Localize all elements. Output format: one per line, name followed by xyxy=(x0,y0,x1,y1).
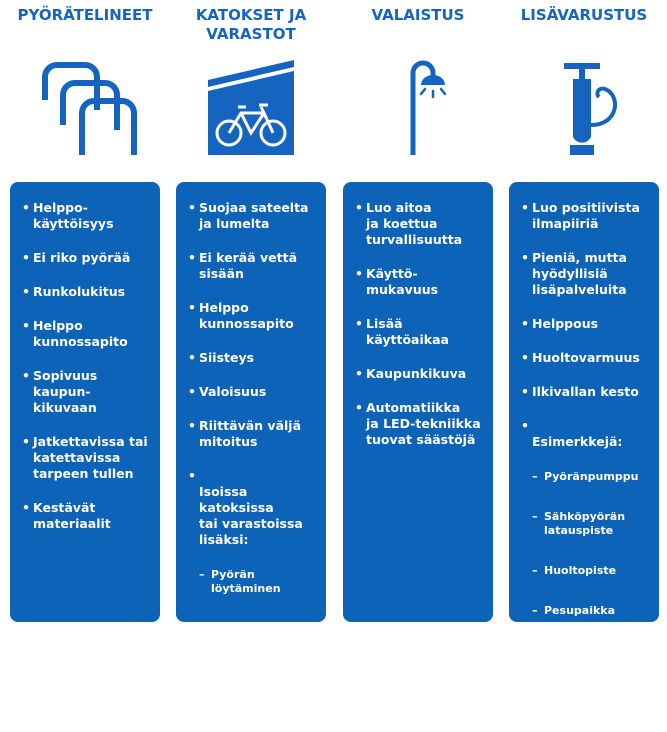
list-item: • Ilkivallan kesto xyxy=(521,384,649,400)
list-item: • Automatiikka ja LED-tekniikka tuovat säästöjä xyxy=(355,400,483,448)
list-item: • Ei kerää vettä sisään xyxy=(188,250,316,282)
column-title: KATOKSET JA VARASTOT xyxy=(195,6,307,43)
feature-panel xyxy=(509,182,659,622)
sub-list xyxy=(532,454,649,644)
sub-list-item: – Pyörän löytäminen xyxy=(199,568,316,596)
list-item: • Helppo kunnossapito xyxy=(22,318,150,350)
feature-panel xyxy=(176,182,326,689)
list-item: • Jatkettavissa tai katettavissa tarpeen tullen xyxy=(22,434,150,482)
list-item: • Lisää käyttöaikaa xyxy=(355,316,483,348)
list-item: • Kestävät materiaalit xyxy=(22,500,150,532)
list-item-text: Esimerkkejä: xyxy=(532,434,623,449)
bike-rack-icon xyxy=(10,55,160,175)
list-item: • Pieniä, mutta hyödyllisiä lisäpalveluita xyxy=(521,250,649,298)
sub-list xyxy=(199,552,316,716)
list-item: • Käyttö- mukavuus xyxy=(355,266,483,298)
list-item: • Ei riko pyörää xyxy=(22,250,150,266)
sub-list-item: – Koettu turvallisuus xyxy=(199,622,316,650)
list-item: • Riittävän väljä mitoitus xyxy=(188,418,316,450)
list-item: • Helppous xyxy=(521,316,649,332)
list-item: • Luo positiivista ilmapiiriä xyxy=(521,200,649,232)
feature-panel xyxy=(343,182,493,622)
list-item: • Helppo kunnossapito xyxy=(188,300,316,332)
list-item: • Runkolukitus xyxy=(22,284,150,300)
list-item: • Luo aitoa ja koettua turvallisuutta xyxy=(355,200,483,248)
sub-list-item: – Valaistus xyxy=(199,676,316,690)
list-item xyxy=(521,418,649,660)
street-lamp-icon xyxy=(343,55,493,175)
feature-panel xyxy=(10,182,160,622)
column-title: PYÖRÄTELINEET xyxy=(17,6,153,24)
sub-list-item: – Pyöränpumppu xyxy=(532,470,649,484)
column-title: VALAISTUS xyxy=(371,6,465,24)
list-item: • Kaupunkikuva xyxy=(355,366,483,382)
bike-pump-icon xyxy=(509,55,659,175)
list-item xyxy=(188,468,316,732)
sub-list-item: – Huoltopiste xyxy=(532,564,649,578)
list-item: • Helppo- käyttöisyys xyxy=(22,200,150,232)
sub-list-item: – Pesupaikka xyxy=(532,604,649,618)
list-item-text: Isoissa katoksissa tai varastoissa lisäksi: xyxy=(199,484,303,547)
list-item: • Sopivuus kaupun- kikuvaan xyxy=(22,368,150,416)
list-item: • Siisteys xyxy=(188,350,316,366)
list-item: • Valoisuus xyxy=(188,384,316,400)
sub-list-item: – Sähköpyörän latauspiste xyxy=(532,510,649,538)
list-item: • Suojaa sateelta ja lumelta xyxy=(188,200,316,232)
bike-shelter-icon xyxy=(176,55,326,175)
column-title: LISÄVARUSTUS xyxy=(520,6,648,24)
list-item: • Huoltovarmuus xyxy=(521,350,649,366)
